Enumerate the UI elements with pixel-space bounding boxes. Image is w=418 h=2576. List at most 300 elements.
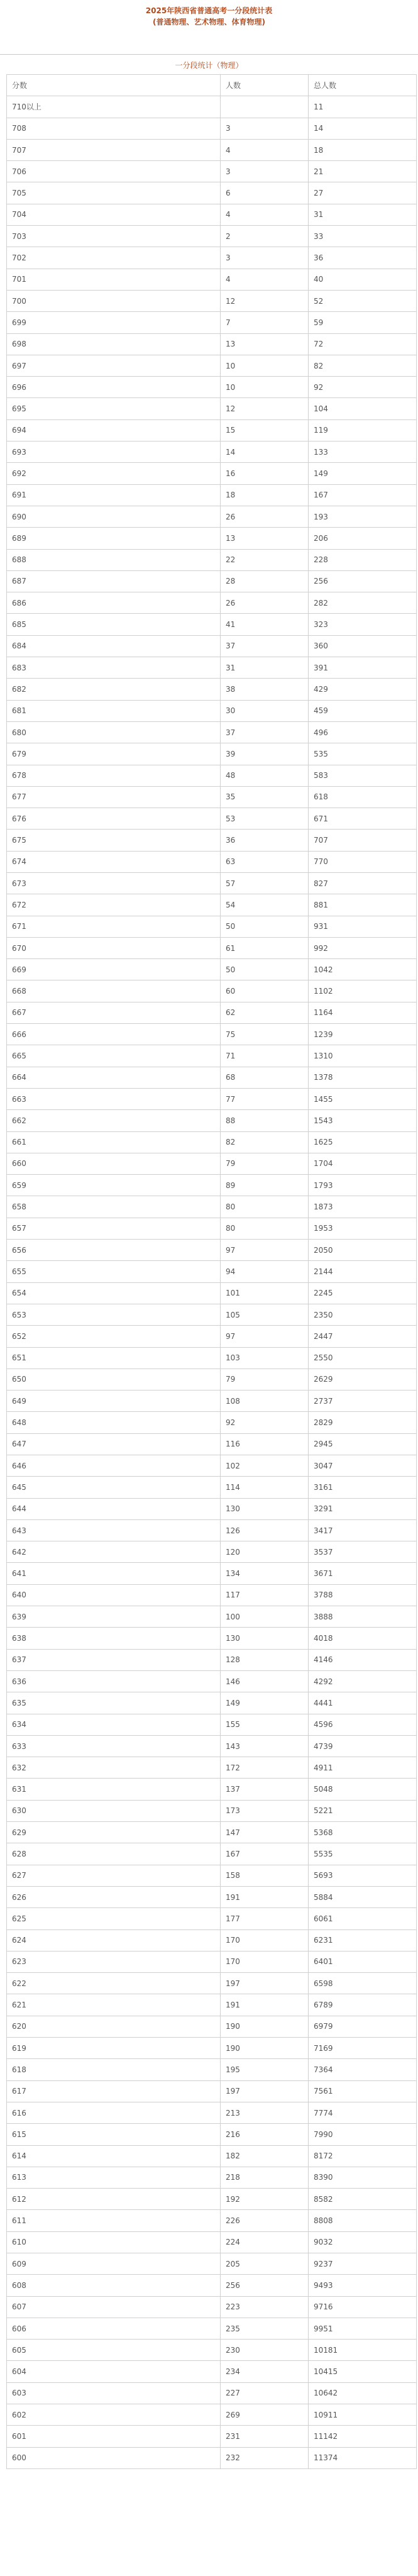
count-cell: 224 bbox=[221, 2231, 309, 2253]
cumulative-cell: 3888 bbox=[309, 1606, 417, 1628]
cumulative-cell: 10181 bbox=[309, 2340, 417, 2361]
cumulative-cell: 1455 bbox=[309, 1088, 417, 1109]
score-cell: 626 bbox=[7, 1886, 221, 1907]
table-row bbox=[7, 1843, 417, 1865]
cumulative-cell: 9237 bbox=[309, 2253, 417, 2274]
score-cell: 617 bbox=[7, 2080, 221, 2102]
count-cell: 146 bbox=[221, 1670, 309, 1692]
table-row bbox=[7, 549, 417, 570]
cumulative-cell: 7169 bbox=[309, 2038, 417, 2059]
score-cell: 611 bbox=[7, 2210, 221, 2231]
cumulative-cell: 11 bbox=[309, 96, 417, 118]
count-cell: 77 bbox=[221, 1088, 309, 1109]
score-cell: 676 bbox=[7, 808, 221, 830]
cumulative-cell: 1953 bbox=[309, 1218, 417, 1239]
table-row bbox=[7, 765, 417, 786]
count-cell: 4 bbox=[221, 269, 309, 290]
cumulative-cell: 119 bbox=[309, 419, 417, 441]
count-cell: 205 bbox=[221, 2253, 309, 2274]
count-cell: 12 bbox=[221, 398, 309, 419]
score-table bbox=[6, 74, 417, 2469]
cumulative-cell: 1239 bbox=[309, 1024, 417, 1045]
count-cell: 75 bbox=[221, 1024, 309, 1045]
score-cell: 660 bbox=[7, 1153, 221, 1174]
table-row bbox=[7, 2231, 417, 2253]
score-cell: 691 bbox=[7, 484, 221, 506]
count-cell: 143 bbox=[221, 1735, 309, 1757]
cumulative-cell: 31 bbox=[309, 204, 417, 225]
score-cell: 681 bbox=[7, 700, 221, 721]
score-cell: 647 bbox=[7, 1433, 221, 1455]
count-cell: 190 bbox=[221, 2016, 309, 2037]
cumulative-cell: 1704 bbox=[309, 1153, 417, 1174]
page-title: 2025年陕西省普通高考一分段统计表 bbox=[145, 6, 273, 15]
count-cell: 14 bbox=[221, 441, 309, 463]
score-cell: 702 bbox=[7, 247, 221, 269]
table-row bbox=[7, 1304, 417, 1325]
score-cell: 637 bbox=[7, 1649, 221, 1670]
count-cell: 177 bbox=[221, 1908, 309, 1929]
count-cell: 10 bbox=[221, 355, 309, 376]
score-cell: 628 bbox=[7, 1843, 221, 1865]
table-row bbox=[7, 959, 417, 980]
cumulative-cell: 3537 bbox=[309, 1541, 417, 1563]
count-cell: 226 bbox=[221, 2210, 309, 2231]
count-cell: 195 bbox=[221, 2059, 309, 2080]
table-row bbox=[7, 2361, 417, 2382]
table-row bbox=[7, 1994, 417, 2016]
count-cell: 173 bbox=[221, 1800, 309, 1821]
table-row bbox=[7, 226, 417, 247]
score-cell: 673 bbox=[7, 872, 221, 894]
score-cell: 625 bbox=[7, 1908, 221, 1929]
count-cell: 7 bbox=[221, 312, 309, 333]
count-cell: 105 bbox=[221, 1304, 309, 1325]
score-cell: 704 bbox=[7, 204, 221, 225]
score-cell: 671 bbox=[7, 916, 221, 937]
score-cell: 658 bbox=[7, 1196, 221, 1218]
table-row bbox=[7, 528, 417, 549]
count-cell: 28 bbox=[221, 570, 309, 592]
score-cell: 619 bbox=[7, 2038, 221, 2059]
table-row bbox=[7, 1240, 417, 1261]
cumulative-cell: 1164 bbox=[309, 1002, 417, 1023]
cumulative-cell: 2050 bbox=[309, 1240, 417, 1261]
table-row bbox=[7, 1433, 417, 1455]
count-cell: 26 bbox=[221, 592, 309, 614]
score-table-body bbox=[7, 75, 417, 2469]
count-cell: 79 bbox=[221, 1153, 309, 1174]
table-row bbox=[7, 851, 417, 872]
cumulative-cell: 6231 bbox=[309, 1929, 417, 1951]
score-cell: 605 bbox=[7, 2340, 221, 2361]
cumulative-cell: 59 bbox=[309, 312, 417, 333]
cumulative-cell: 9716 bbox=[309, 2296, 417, 2318]
cumulative-cell: 9493 bbox=[309, 2275, 417, 2296]
cumulative-cell: 8172 bbox=[309, 2145, 417, 2167]
count-cell: 79 bbox=[221, 1368, 309, 1390]
score-cell: 675 bbox=[7, 830, 221, 851]
cumulative-cell: 459 bbox=[309, 700, 417, 721]
count-cell: 13 bbox=[221, 333, 309, 355]
count-cell: 230 bbox=[221, 2340, 309, 2361]
cumulative-cell: 193 bbox=[309, 506, 417, 527]
count-cell: 117 bbox=[221, 1584, 309, 1606]
cumulative-cell: 3788 bbox=[309, 1584, 417, 1606]
cumulative-cell: 11374 bbox=[309, 2447, 417, 2468]
table-row bbox=[7, 1175, 417, 1196]
table-row bbox=[7, 96, 417, 118]
score-cell: 710以上 bbox=[7, 96, 221, 118]
table-row bbox=[7, 1002, 417, 1023]
cumulative-cell: 10911 bbox=[309, 2404, 417, 2426]
table-row bbox=[7, 2059, 417, 2080]
cumulative-cell: 2550 bbox=[309, 1347, 417, 1368]
score-cell: 669 bbox=[7, 959, 221, 980]
score-cell: 630 bbox=[7, 1800, 221, 1821]
score-cell: 653 bbox=[7, 1304, 221, 1325]
count-cell: 94 bbox=[221, 1261, 309, 1282]
count-cell: 53 bbox=[221, 808, 309, 830]
score-cell: 692 bbox=[7, 463, 221, 484]
score-cell: 695 bbox=[7, 398, 221, 419]
cumulative-cell: 5535 bbox=[309, 1843, 417, 1865]
cumulative-cell: 6061 bbox=[309, 1908, 417, 1929]
table-row bbox=[7, 1024, 417, 1045]
count-cell: 54 bbox=[221, 894, 309, 916]
score-cell: 607 bbox=[7, 2296, 221, 2318]
score-cell: 639 bbox=[7, 1606, 221, 1628]
cumulative-cell: 6401 bbox=[309, 1951, 417, 1972]
count-cell: 149 bbox=[221, 1692, 309, 1714]
score-cell: 708 bbox=[7, 118, 221, 139]
count-cell: 101 bbox=[221, 1282, 309, 1304]
cumulative-cell: 8390 bbox=[309, 2167, 417, 2188]
table-row bbox=[7, 1649, 417, 1670]
cumulative-cell: 360 bbox=[309, 635, 417, 657]
title-block bbox=[0, 0, 418, 40]
count-cell: 71 bbox=[221, 1045, 309, 1067]
count-cell: 223 bbox=[221, 2296, 309, 2318]
count-cell: 80 bbox=[221, 1218, 309, 1239]
cumulative-cell: 3671 bbox=[309, 1563, 417, 1584]
table-row bbox=[7, 355, 417, 376]
table-row bbox=[7, 2340, 417, 2361]
table-row bbox=[7, 1670, 417, 1692]
score-cell: 649 bbox=[7, 1391, 221, 1412]
cumulative-cell: 282 bbox=[309, 592, 417, 614]
count-cell: 36 bbox=[221, 830, 309, 851]
count-cell: 218 bbox=[221, 2167, 309, 2188]
table-row bbox=[7, 1218, 417, 1239]
count-cell: 197 bbox=[221, 2080, 309, 2102]
count-cell: 170 bbox=[221, 1951, 309, 1972]
score-cell: 697 bbox=[7, 355, 221, 376]
count-cell: 216 bbox=[221, 2124, 309, 2145]
score-cell: 684 bbox=[7, 635, 221, 657]
table-row bbox=[7, 463, 417, 484]
cumulative-cell: 583 bbox=[309, 765, 417, 786]
score-cell: 666 bbox=[7, 1024, 221, 1045]
score-cell: 687 bbox=[7, 570, 221, 592]
table-row bbox=[7, 1477, 417, 1498]
table-row bbox=[7, 398, 417, 419]
table-row bbox=[7, 1498, 417, 1519]
score-cell: 612 bbox=[7, 2189, 221, 2210]
table-row bbox=[7, 161, 417, 182]
table-row bbox=[7, 1541, 417, 1563]
cumulative-cell: 92 bbox=[309, 377, 417, 398]
count-cell: 172 bbox=[221, 1757, 309, 1779]
table-row bbox=[7, 312, 417, 333]
count-cell: 126 bbox=[221, 1519, 309, 1541]
score-cell: 638 bbox=[7, 1628, 221, 1649]
count-cell: 100 bbox=[221, 1606, 309, 1628]
score-cell: 659 bbox=[7, 1175, 221, 1196]
score-cell: 663 bbox=[7, 1088, 221, 1109]
score-cell: 654 bbox=[7, 1282, 221, 1304]
score-cell: 699 bbox=[7, 312, 221, 333]
count-cell: 31 bbox=[221, 657, 309, 679]
count-cell: 48 bbox=[221, 765, 309, 786]
cumulative-cell: 2737 bbox=[309, 1391, 417, 1412]
table-row bbox=[7, 1110, 417, 1131]
score-cell: 706 bbox=[7, 161, 221, 182]
score-cell: 634 bbox=[7, 1714, 221, 1735]
score-cell: 683 bbox=[7, 657, 221, 679]
score-cell: 680 bbox=[7, 721, 221, 743]
table-row bbox=[7, 139, 417, 160]
cumulative-cell: 1310 bbox=[309, 1045, 417, 1067]
table-row bbox=[7, 419, 417, 441]
table-row bbox=[7, 570, 417, 592]
table-row bbox=[7, 1779, 417, 1800]
table-row bbox=[7, 2382, 417, 2404]
score-cell: 620 bbox=[7, 2016, 221, 2037]
score-cell: 694 bbox=[7, 419, 221, 441]
score-cell: 672 bbox=[7, 894, 221, 916]
count-cell: 61 bbox=[221, 937, 309, 958]
cumulative-cell: 7774 bbox=[309, 2102, 417, 2123]
cumulative-cell: 6789 bbox=[309, 1994, 417, 2016]
table-row bbox=[7, 182, 417, 204]
score-cell: 656 bbox=[7, 1240, 221, 1261]
count-cell: 68 bbox=[221, 1067, 309, 1088]
score-cell: 641 bbox=[7, 1563, 221, 1584]
column-header-count: 人数 bbox=[221, 75, 309, 96]
count-cell bbox=[221, 96, 309, 118]
table-row bbox=[7, 1088, 417, 1109]
table-row bbox=[7, 1800, 417, 1821]
score-cell: 642 bbox=[7, 1541, 221, 1563]
score-cell: 693 bbox=[7, 441, 221, 463]
count-cell: 137 bbox=[221, 1779, 309, 1800]
count-cell: 120 bbox=[221, 1541, 309, 1563]
table-row bbox=[7, 1412, 417, 1433]
score-cell: 662 bbox=[7, 1110, 221, 1131]
table-row bbox=[7, 1326, 417, 1347]
count-cell: 234 bbox=[221, 2361, 309, 2382]
table-row bbox=[7, 1196, 417, 1218]
score-cell: 601 bbox=[7, 2426, 221, 2447]
cumulative-cell: 4441 bbox=[309, 1692, 417, 1714]
cumulative-cell: 5884 bbox=[309, 1886, 417, 1907]
score-cell: 690 bbox=[7, 506, 221, 527]
table-row bbox=[7, 2189, 417, 2210]
count-cell: 97 bbox=[221, 1240, 309, 1261]
table-row bbox=[7, 2404, 417, 2426]
score-cell: 696 bbox=[7, 377, 221, 398]
score-cell: 643 bbox=[7, 1519, 221, 1541]
cumulative-cell: 14 bbox=[309, 118, 417, 139]
table-row bbox=[7, 721, 417, 743]
table-row bbox=[7, 635, 417, 657]
cumulative-cell: 2829 bbox=[309, 1412, 417, 1433]
table-row bbox=[7, 1908, 417, 1929]
cumulative-cell: 256 bbox=[309, 570, 417, 592]
cumulative-cell: 8582 bbox=[309, 2189, 417, 2210]
count-cell: 39 bbox=[221, 743, 309, 765]
table-row bbox=[7, 1929, 417, 1951]
score-cell: 623 bbox=[7, 1951, 221, 1972]
cumulative-cell: 3161 bbox=[309, 1477, 417, 1498]
cumulative-cell: 27 bbox=[309, 182, 417, 204]
count-cell: 155 bbox=[221, 1714, 309, 1735]
table-row bbox=[7, 247, 417, 269]
count-cell: 256 bbox=[221, 2275, 309, 2296]
cumulative-cell: 10642 bbox=[309, 2382, 417, 2404]
score-cell: 604 bbox=[7, 2361, 221, 2382]
score-cell: 657 bbox=[7, 1218, 221, 1239]
score-cell: 700 bbox=[7, 290, 221, 311]
count-cell: 13 bbox=[221, 528, 309, 549]
table-row bbox=[7, 1628, 417, 1649]
cumulative-cell: 618 bbox=[309, 786, 417, 808]
table-row bbox=[7, 1519, 417, 1541]
count-cell: 30 bbox=[221, 700, 309, 721]
score-cell: 705 bbox=[7, 182, 221, 204]
count-cell: 82 bbox=[221, 1131, 309, 1153]
cumulative-cell: 5221 bbox=[309, 1800, 417, 1821]
count-cell: 114 bbox=[221, 1477, 309, 1498]
score-cell: 635 bbox=[7, 1692, 221, 1714]
cumulative-cell: 7561 bbox=[309, 2080, 417, 2102]
table-row bbox=[7, 1865, 417, 1886]
cumulative-cell: 4018 bbox=[309, 1628, 417, 1649]
count-cell: 38 bbox=[221, 679, 309, 700]
table-row bbox=[7, 2210, 417, 2231]
table-row bbox=[7, 2253, 417, 2274]
cumulative-cell: 18 bbox=[309, 139, 417, 160]
table-header-row bbox=[7, 75, 417, 96]
score-cell: 632 bbox=[7, 1757, 221, 1779]
score-cell: 665 bbox=[7, 1045, 221, 1067]
score-cell: 618 bbox=[7, 2059, 221, 2080]
count-cell: 3 bbox=[221, 161, 309, 182]
table-row bbox=[7, 1886, 417, 1907]
score-cell: 645 bbox=[7, 1477, 221, 1498]
table-row bbox=[7, 1391, 417, 1412]
table-row bbox=[7, 506, 417, 527]
table-row bbox=[7, 872, 417, 894]
cumulative-cell: 4596 bbox=[309, 1714, 417, 1735]
cumulative-cell: 133 bbox=[309, 441, 417, 463]
cumulative-cell: 7990 bbox=[309, 2124, 417, 2145]
table-row bbox=[7, 1261, 417, 1282]
cumulative-cell: 2144 bbox=[309, 1261, 417, 1282]
count-cell: 231 bbox=[221, 2426, 309, 2447]
cumulative-cell: 992 bbox=[309, 937, 417, 958]
cumulative-cell: 535 bbox=[309, 743, 417, 765]
score-cell: 682 bbox=[7, 679, 221, 700]
cumulative-cell: 770 bbox=[309, 851, 417, 872]
table-row bbox=[7, 894, 417, 916]
cumulative-cell: 1378 bbox=[309, 1067, 417, 1088]
table-row bbox=[7, 2080, 417, 2102]
count-cell: 130 bbox=[221, 1498, 309, 1519]
count-cell: 170 bbox=[221, 1929, 309, 1951]
table-row bbox=[7, 700, 417, 721]
table-row bbox=[7, 1282, 417, 1304]
score-cell: 652 bbox=[7, 1326, 221, 1347]
score-cell: 622 bbox=[7, 1973, 221, 1994]
count-cell: 41 bbox=[221, 614, 309, 635]
score-cell: 650 bbox=[7, 1368, 221, 1390]
score-cell: 674 bbox=[7, 851, 221, 872]
count-cell: 191 bbox=[221, 1886, 309, 1907]
score-cell: 677 bbox=[7, 786, 221, 808]
count-cell: 167 bbox=[221, 1843, 309, 1865]
score-cell: 603 bbox=[7, 2382, 221, 2404]
count-cell: 269 bbox=[221, 2404, 309, 2426]
table-row bbox=[7, 1347, 417, 1368]
table-row bbox=[7, 1692, 417, 1714]
count-cell: 232 bbox=[221, 2447, 309, 2468]
count-cell: 88 bbox=[221, 1110, 309, 1131]
score-cell: 689 bbox=[7, 528, 221, 549]
score-cell: 621 bbox=[7, 1994, 221, 2016]
cumulative-cell: 206 bbox=[309, 528, 417, 549]
cumulative-cell: 429 bbox=[309, 679, 417, 700]
count-cell: 22 bbox=[221, 549, 309, 570]
table-row bbox=[7, 786, 417, 808]
count-cell: 102 bbox=[221, 1455, 309, 1477]
table-row bbox=[7, 1153, 417, 1174]
table-row bbox=[7, 1735, 417, 1757]
table-row bbox=[7, 937, 417, 958]
cumulative-cell: 4739 bbox=[309, 1735, 417, 1757]
count-cell: 37 bbox=[221, 721, 309, 743]
count-cell: 235 bbox=[221, 2318, 309, 2339]
column-header-score: 分数 bbox=[7, 75, 221, 96]
cumulative-cell: 3047 bbox=[309, 1455, 417, 1477]
cumulative-cell: 10415 bbox=[309, 2361, 417, 2382]
table-row bbox=[7, 808, 417, 830]
count-cell: 60 bbox=[221, 980, 309, 1002]
score-cell: 648 bbox=[7, 1412, 221, 1433]
score-cell: 678 bbox=[7, 765, 221, 786]
table-row bbox=[7, 830, 417, 851]
cumulative-cell: 1543 bbox=[309, 1110, 417, 1131]
count-cell: 4 bbox=[221, 204, 309, 225]
score-cell: 701 bbox=[7, 269, 221, 290]
table-row bbox=[7, 1606, 417, 1628]
score-cell: 644 bbox=[7, 1498, 221, 1519]
count-cell: 3 bbox=[221, 118, 309, 139]
cumulative-cell: 4146 bbox=[309, 1649, 417, 1670]
score-cell: 636 bbox=[7, 1670, 221, 1692]
table-row bbox=[7, 2016, 417, 2037]
